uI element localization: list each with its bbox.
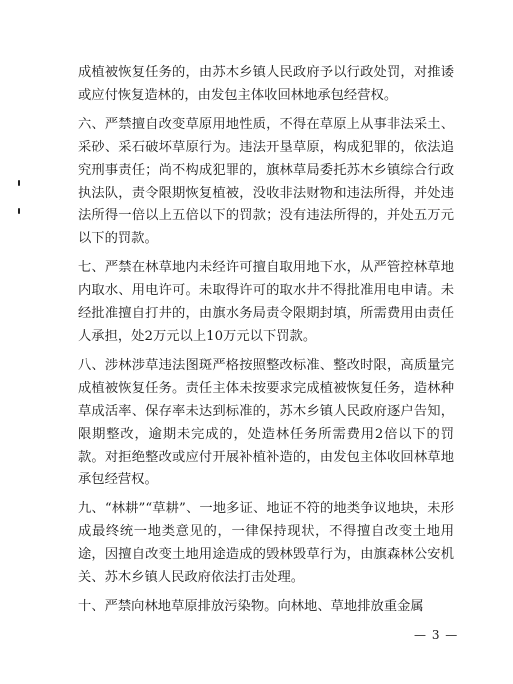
paragraph: 九、“林耕”“草耕”、一地多证、地证不符的地类争议地块，未形成最终统一地类意见的，一律保持现状，不得擅自改变土地用途，因擅自改变土地用途造成的毁林毁草行为，由旗森林公安机关、苏木乡镇人民政府依法打击处理。	[78, 501, 454, 586]
paragraph: 七、严禁在林草地内未经许可擅自取用地下水，从严管控林草地内取水、用电许可。未取得许可的取水井不得批准用电申请。未经批准擅自打井的，由旗水务局责令限期封填，所需费用由责任人承担，处2万元以上10万元以下罚款。	[78, 260, 454, 344]
margin-mark	[18, 208, 20, 214]
page-number: — 3 —	[414, 628, 459, 642]
paragraph: 十、严禁向林地草原排放污染物。向林地、草地排放重金属	[78, 598, 424, 614]
paragraph: 成植被恢复任务的，由苏木乡镇人民政府予以行政处罚，对推诿或应付恢复造林的，由发包主体收回林地承包经营权。	[78, 65, 454, 103]
paragraph: 六、严禁擅自改变草原用地性质，不得在草原上从事非法采土、采砂、采石破坏草原行为。违法开垦草原，构成犯罪的，依法追究刑事责任；尚不构成犯罪的，旗林草局委托苏木乡镇综合行政执法队，责令限期恢复植被，没收非法财物和违法所得，并处违法所得一倍以上五倍以下的罚款；没有违法所得的，并处五万元以下的罚款。	[78, 116, 454, 247]
document-body	[78, 62, 454, 619]
paragraph: 八、涉林涉草违法图斑严格按照整改标准、整改时限，高质量完成植被恢复任务。责任主体未按要求完成植被恢复任务，造林种草成活率、保存率未达到标准的，苏木乡镇人民政府逐户告知，限期整改，逾期未完成的，处造林任务所需费用2倍以下的罚款。对拒绝整改或应付开展补植补造的，由发包主体收回林草地承包经营权。	[78, 357, 454, 488]
margin-mark	[18, 180, 20, 186]
